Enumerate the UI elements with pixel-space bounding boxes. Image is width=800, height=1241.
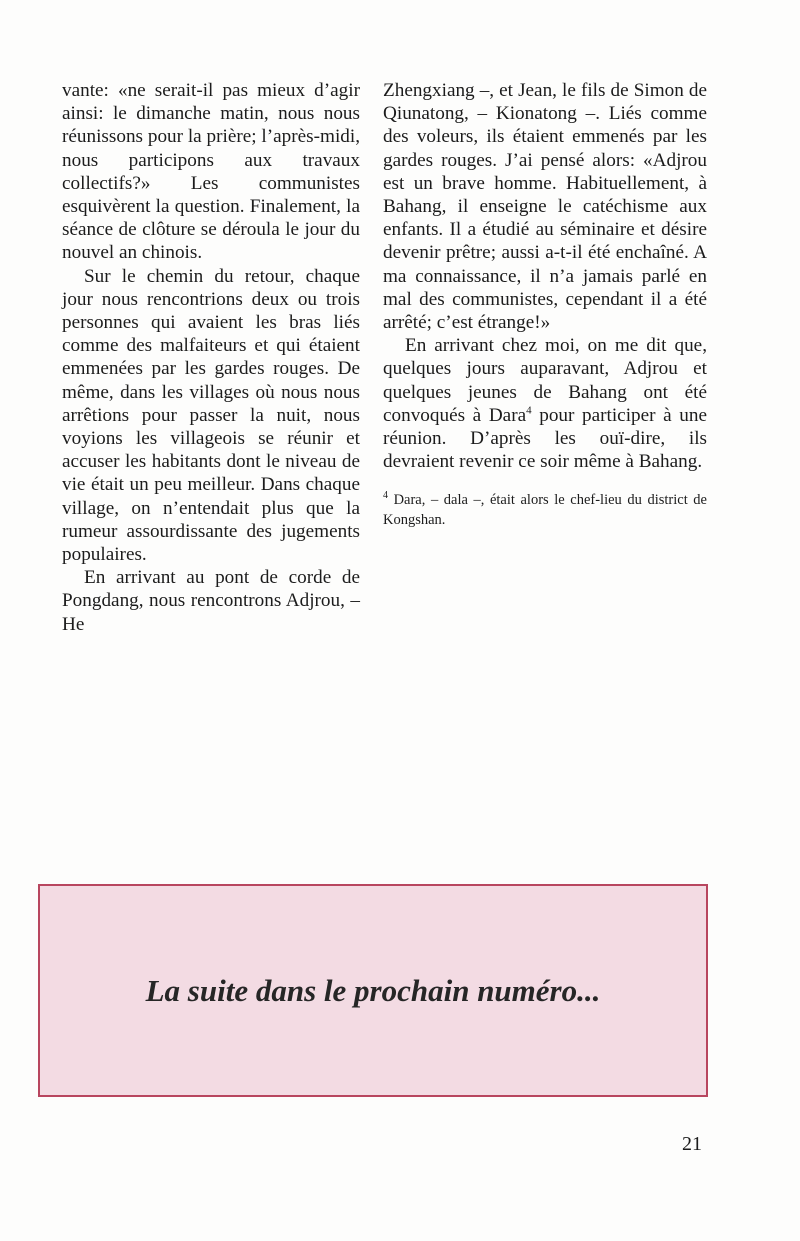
footnote <box>383 490 707 530</box>
footnote-text: Dara, – dala –, était alors le chef-lieu du district de Kongshan. <box>383 492 707 529</box>
page-number: 21 <box>682 1133 702 1155</box>
footnote-marker: 4 <box>383 490 388 502</box>
paragraph-text: pour participer à une réunion. D’après les ouï-dire, ils devraient revenir ce soir même à Bahang. <box>383 404 707 473</box>
left-column <box>62 79 360 636</box>
paragraph <box>383 334 707 473</box>
paragraph: vante: «ne serait-il pas mieux d’agir ainsi: le dimanche matin, nous nous réunissons pour la prière; l’après-midi, nous participons aux travaux collectifs?» Les communistes esquivèrent la question. Finalement, la séance de clôture se déroula le jour du nouvel an chinois. <box>62 80 360 264</box>
right-column <box>383 79 707 530</box>
continuation-box <box>38 884 708 1097</box>
paragraph: Zhengxiang –, et Jean, le fils de Simon de Qiunatong, – Kionatong –. Liés comme des voleurs, ils étaient emmenés par les gardes rouges. J’ai pensé alors: «Adjrou est un brave homme. Habituellement, à Bahang, il enseigne le catéchisme aux enfants. Il a étudié au séminaire et désire devenir prêtre; aussi a-t-il été enchaîné. A ma connaissance, il n’a jamais parlé en mal des communistes, cependant il a été arrêté; c’est étrange!» <box>383 80 707 334</box>
paragraph: En arrivant au pont de corde de Pongdang, nous rencontrons Adjrou, – He <box>62 567 360 635</box>
paragraph: Sur le chemin du retour, chaque jour nous rencontrions deux ou trois personnes qui avaient les bras liés comme des malfaiteurs et qui étaient emmenées par les gardes rouges. De même, dans les villages où nous nous arrêtions pour passer la nuit, nous voyions les villageois se réunir et accuser les habitants dont le niveau de vie était un peu meilleur. Dans chaque village, on n’entendait plus que la rumeur assourdissante des jugements populaires. <box>62 265 360 566</box>
footnote-reference: 4 <box>526 404 532 417</box>
paragraph-text: En arrivant chez moi, on me dit que, quelques jours auparavant, Adjrou et quelques jeunes de Bahang ont été convoqués à Dara <box>383 335 707 426</box>
continuation-text: La suite dans le prochain numéro... <box>145 972 601 1008</box>
